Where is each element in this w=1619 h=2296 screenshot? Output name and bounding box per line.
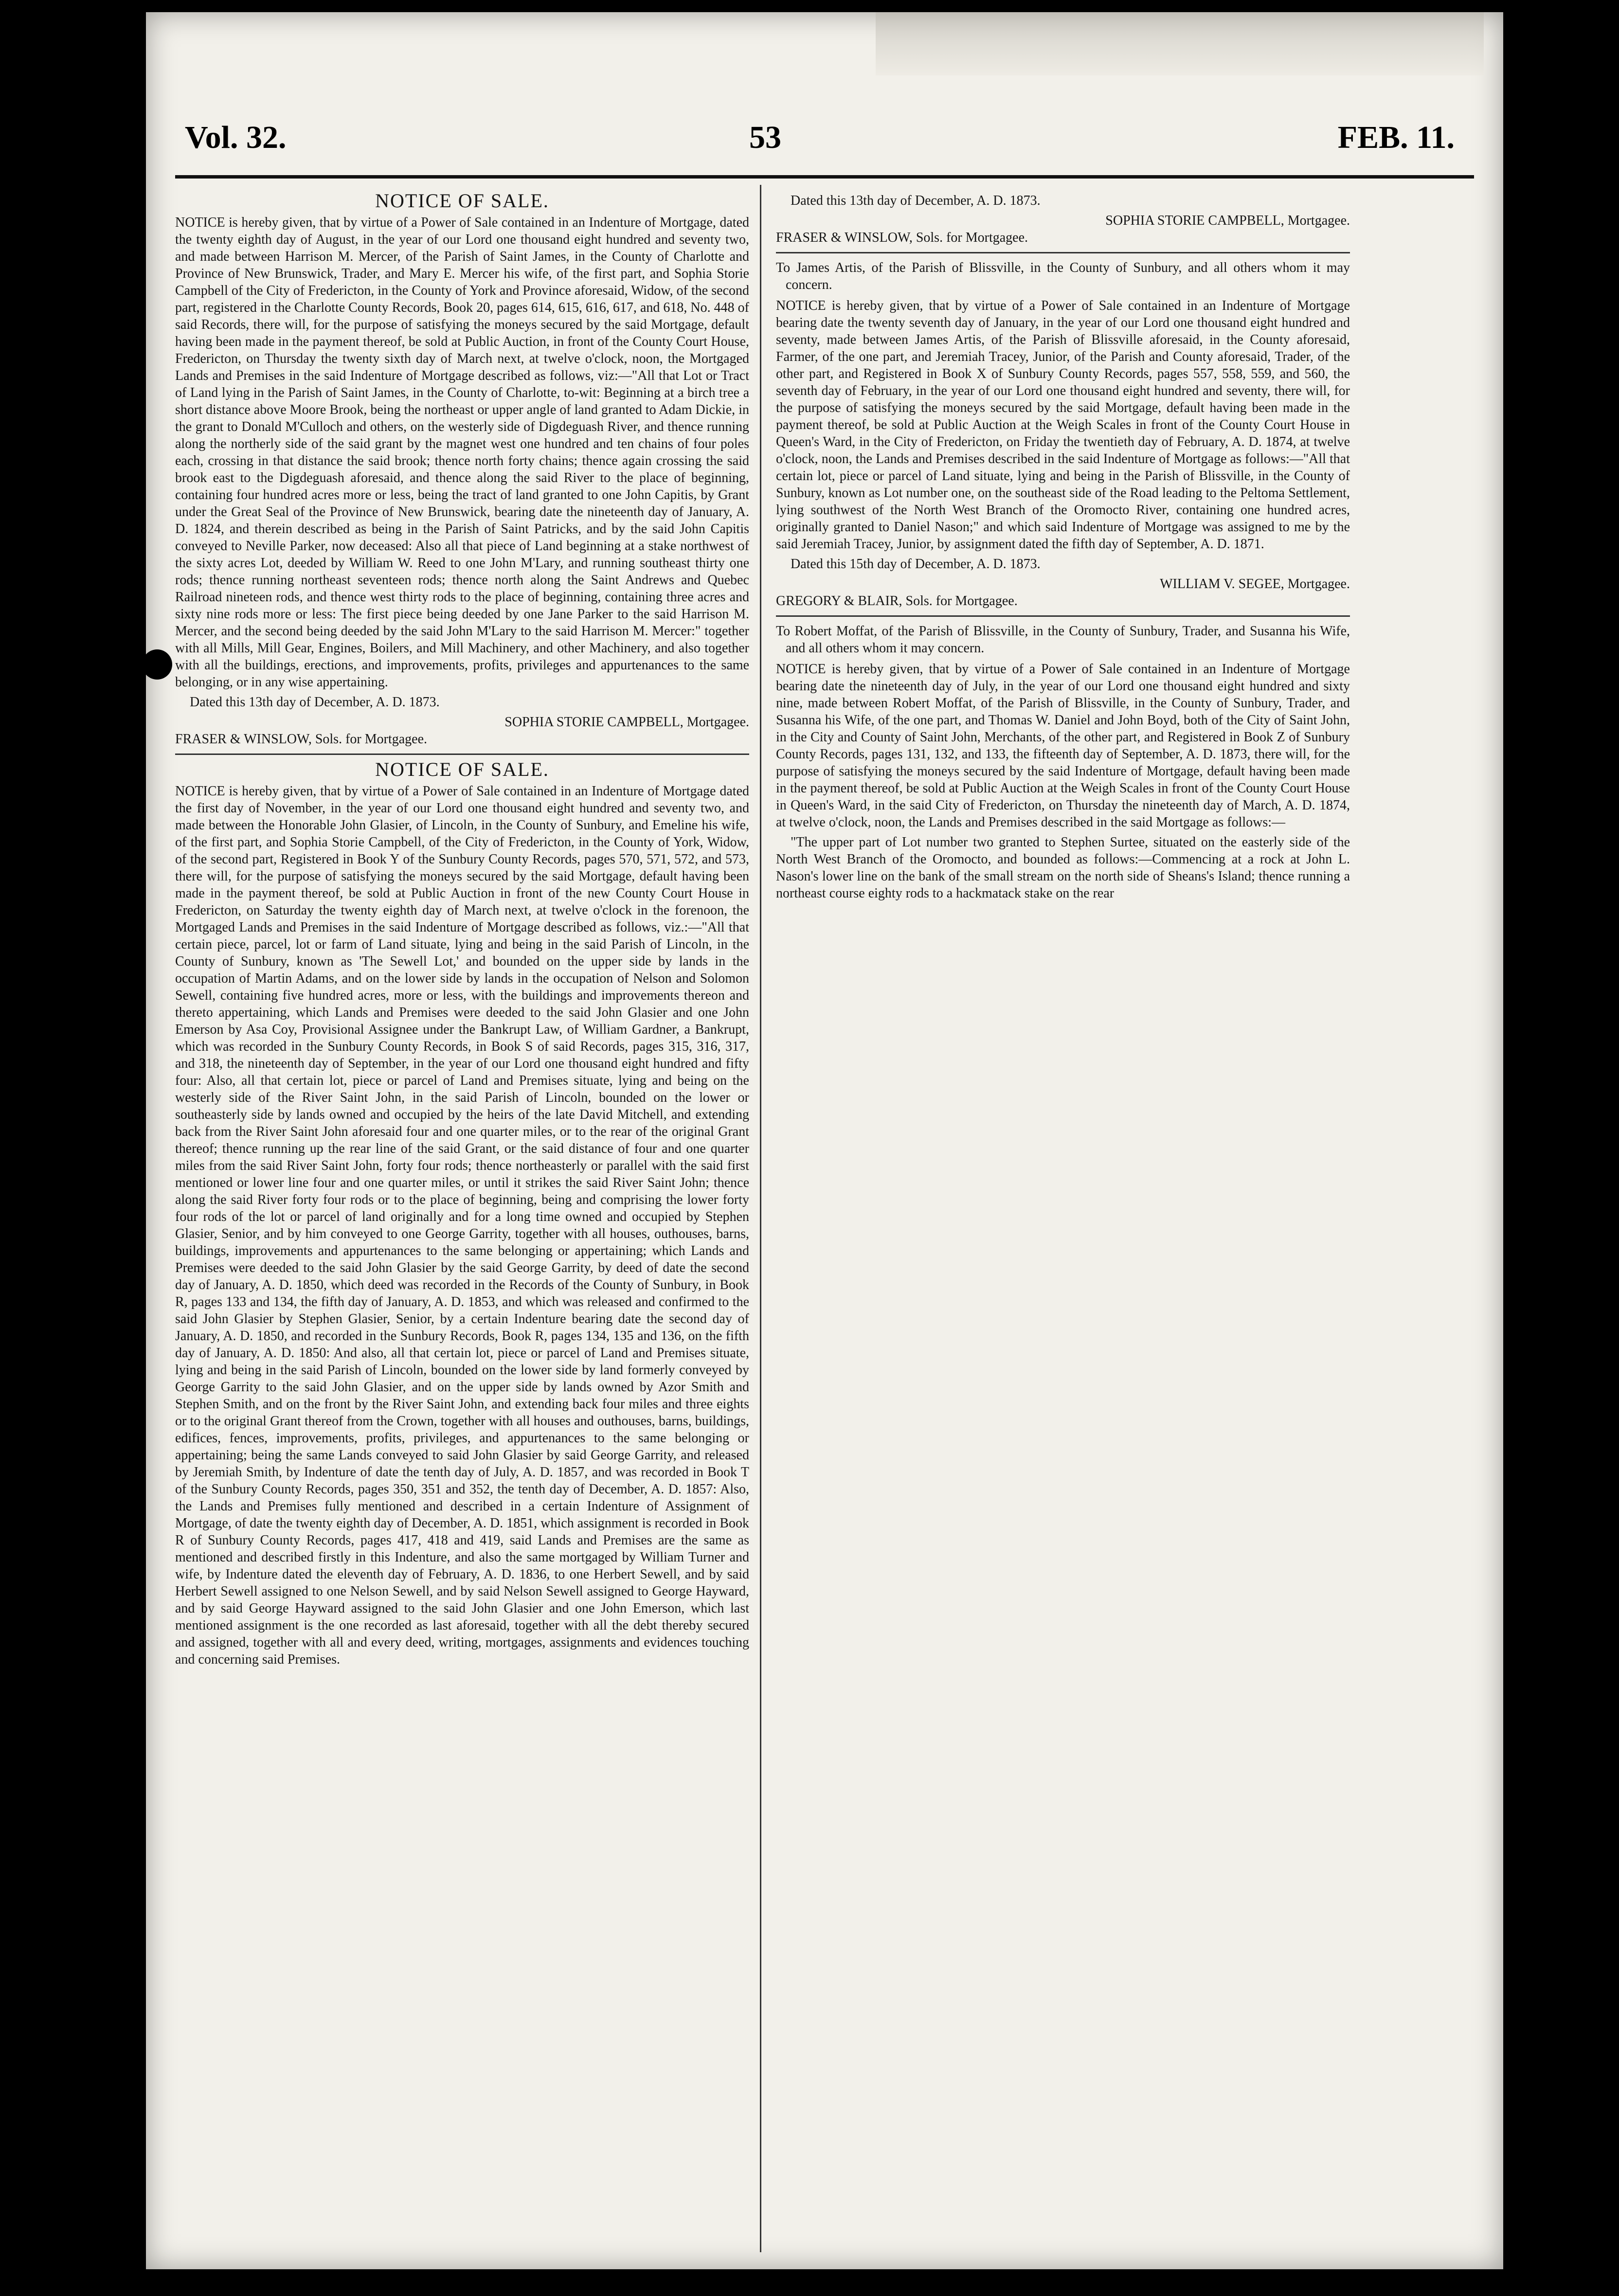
notice-2-dated: Dated this 13th day of December, A. D. 1873. (791, 193, 1041, 208)
newspaper-page (146, 12, 1503, 2269)
notice-of-sale-1 (175, 192, 749, 748)
notice-2-signer: SOPHIA STORIE CAMPBELL, Mortgagee. (1105, 213, 1350, 228)
notice-2-title: NOTICE OF SALE. (375, 758, 549, 780)
page-number: 53 (749, 120, 781, 155)
notice-3-dated: Dated this 15th day of December, A. D. 1873. (791, 556, 1041, 572)
notice-3-address: To James Artis, of the Parish of Blissville, in the County of Sunbury, and all others whom it may concern. (776, 260, 1350, 292)
notice-3-signer: WILLIAM V. SEGEE, Mortgagee. (1160, 576, 1350, 592)
notice-1-solicitors: FRASER & WINSLOW, Sols. for Mortgagee. (175, 732, 427, 747)
notice-of-sale-2 (175, 758, 749, 1668)
notice-2-body: NOTICE is hereby given, that by virtue of a Power of Sale contained in an Indenture of Mortgage dated the first day of November, in the year of our Lord one thousand eight hundred and seventy two, and made between the Honorable John Glasier, of Lincoln, in the County of Sunbury, and Emeline his wife, of the first part, and Sophia Storie Campbell, of the City of Fredericton, in the County of York, Widow, of the second part, Registered in Book Y of the Sunbury County Records, pages 570, 571, 572, and 573, there will, for the purpose of satisfying the moneys secured by the said Mortgage, default having been made in the payment thereof, be sold at Public Auction in front of the new County Court House in Fredericton, on Saturday the twenty eighth day of March next, at twelve o'clock in the forenoon, the Mortgaged Lands and Premises in the said Indenture of Mortgage described as follows, viz.:—"All that certain piece, parcel, lot or farm of Land situate, lying and being in the said Parish of Lincoln, in the County of Sunbury, known as 'The Sewell Lot,' and bounded on the upper side by lands in the occupation of Martin Adams, and on the lower side by lands in the occupation of Nelson and Solomon Sewell, containing five hundred acres, more or less, with the buildings and improvements thereon and thereto appertaining, which Lands and Premises were deeded to the said John Glasier and one John Emerson by Asa Coy, Provisional Assignee under the Bankrupt Law, of William Gardner, a Bankrupt, which was recorded in the Sunbury County Records, in Book S of said Records, pages 315, 316, 317, and 318, the nineteenth day of September, in the year of our Lord one thousand eight hundred and fifty four: Also, all that certain lot, piece or parcel of Land and Premises situate, lying and being on the westerly side of the River Saint John, in the said Parish of Lincoln, bounded on the lower or southeasterly side by lands owned and occupied by the heirs of the late David Mitchell, and extending back from the River Saint John aforesaid four and one quarter miles, or to the rear of the original Grant thereof; thence running up the rear line of the said Grant, or the said distance of four and one quarter miles from the said River Saint John, forty four rods; thence northeasterly or parallel with the said first mentioned or lower line four and one quarter miles, or until it strikes the said River Saint John; thence along the said River forty four rods or to the place of beginning, being and comprising the lower forty four rods of the lot or parcel of land originally and for a long time owned and occupied by Stephen Glasier, Senior, and by him conveyed to one George Garrity, together with all houses, outhouses, barns, buildings, improvements and appurtenances to the same belonging or appertaining; which Lands and Premises were deeded to the said John Glasier by the said George Garrity, by deed of date the second day of January, A. D. 1850, which deed was recorded in the Records of the County of Sunbury, in Book R, pages 133 and 134, the fifth day of January, A. D. 1853, and which was released and confirmed to the said John Glasier by Stephen Glasier, Senior, by a certain Indenture bearing date the second day of January, A. D. 1850, and recorded in the Sunbury Records, Book R, pages 134, 135 and 136, on the fifth day of January, A. D. 1850: And also, all that certain lot, piece or parcel of Land and Premises situate, lying and being in the said Parish of Lincoln, bounded on the lower side by land formerly conveyed by George Garrity to the said John Glasier, and on the upper side by lands owned by Azor Smith and Stephen Smith, and on the front by the River Saint John, and extending back four miles and three eights or to the original Grant thereof from the Crown, together with all houses and outhouses, barns, buildings, edifices, fences, improvements, profits, privileges, and appurtenances to the same belonging or appertaining; being the same Lands conveyed to said John Glasier by said George Garrity, and released by Jeremiah Smith, by Indenture of date the tenth day of July, A. D. 1857, and was recorded in Book T of the Sunbury County Records, pages 350, 351 and 352, the tenth day of December, A. D. 1857: Also, the Lands and Premises fully mentioned and described in a certain Indenture of Assignment of Mortgage, of date the twenty eighth day of December, A. D. 1851, which assignment is recorded in Book R of Sunbury County Records, pages 417, 418 and 419, said Lands and Premises are the same as mentioned and described firstly in this Indenture, and also the same mortgaged by William Turner and wife, by Indenture dated the eleventh day of February, A. D. 1836, to one Herbert Sewell, and by said Herbert Sewell assigned to one Nelson Sewell, and by said Nelson Sewell assigned to George Hayward, and by said George Hayward assigned to the said John Glasier and one John Emerson, which last mentioned assignment is the one recorded as last aforesaid, together with all the debt thereby secured and assigned, together with all and every deed, writing, mortgages, assignments and evidences touching and concerning said Premises. (175, 784, 749, 1667)
issue-date: FEB. 11. (1337, 120, 1455, 155)
notice-1-title: NOTICE OF SALE. (375, 192, 549, 212)
left-column (175, 192, 749, 2245)
punch-hole (146, 649, 172, 680)
notice-4-address: To Robert Moffat, of the Parish of Blissville, in the County of Sunbury, Trader, and Susanna his Wife, and all others whom it may concern. (776, 624, 1350, 656)
column-divider (760, 185, 761, 2252)
notice-3-body: NOTICE is hereby given, that by virtue of a Power of Sale contained in an Indenture of Mortgage bearing date the twenty seventh day of January, in the year of our Lord one thousand eight hundred and seventy, made between James Artis, of the Parish of Blissville aforesaid, in the County aforesaid, Farmer, of the one part, and Jeremiah Tracey, Junior, of the Parish and County aforesaid, Trader, of the other part, and Registered in Book X of Sunbury County Records, pages 557, 558, 559, and 560, the seventh day of February, in the year of our Lord one thousand eight hundred and seventy, there will, for the purpose of satisfying the moneys secured by the said Mortgage, default having been made in the payment thereof, be sold at Public Auction at the Weigh Scales in front of the County Court House in Queen's Ward, in the City of Fredericton, on Friday the twentieth day of February, A. D. 1874, at twelve o'clock, noon, the Lands and Premises described in the said Indenture of Mortgage as follows:—"All that certain lot, piece or parcel of Land situate, lying and being in the Parish of Blissville, in the County of Sunbury, known as Lot number one, on the southeast side of the Road leading to the Peltoma Settlement, lying southwest of the North West Branch of the Oromocto River, containing one hundred acres, originally granted to Daniel Nason;" and which said Indenture of Mortgage was assigned to me by the said Jeremiah Tracey, Junior, by assignment dated the fifth day of September, A. D. 1871. (776, 298, 1350, 552)
notice-1-signer: SOPHIA STORIE CAMPBELL, Mortgagee. (504, 715, 749, 730)
notice-4-body: NOTICE is hereby given, that by virtue of a Power of Sale contained in an Indenture of Mortgage bearing date the nineteenth day of July, in the year of our Lord one thousand eight hundred and sixty nine, made between Robert Moffat, of the Parish of Blissville, in the County of Sunbury, Trader, and Susanna his Wife, of the one part, and Thomas W. Daniel and John Boyd, both of the City of Saint John, in the City and County of Saint John, Merchants, of the other part, and Registered in Book Z of Sunbury County Records, pages 131, 132, and 133, the fifteenth day of September, A. D. 1873, there will, for the purpose of satisfying the moneys secured by the said Indenture of Mortgage, default having been made in the payment thereof, be sold at Public Auction at the Weigh Scales in front of the County Court House in Queen's Ward, in the said City of Fredericton, on Thursday the nineteenth day of March, A. D. 1874, at twelve o'clock, noon, the Lands and Premises described in the said Mortgage as follows:— (776, 662, 1350, 830)
notice-3-solicitors: GREGORY & BLAIR, Sols. for Mortgagee. (776, 593, 1018, 609)
notice-1-body: NOTICE is hereby given, that by virtue of a Power of Sale contained in an Indenture of Mortgage, dated the twenty eighth day of August, in the year of our Lord one thousand eight hundred and seventy two, and made between Harrison M. Mercer, of the Parish of Saint James, in the County of Charlotte and Province of New Brunswick, Trader, and Mary E. Mercer his wife, of the first part, and Sophia Storie Campbell of the City of Fredericton, in the County of York and Province aforesaid, Widow, of the second part, registered in the Charlotte County Records, Book 20, pages 614, 615, 616, 617, and 618, No. 448 of said Records, there will, for the purpose of satisfying the moneys secured by the said Mortgage, default having been made in the payment thereof, be sold at Public Auction, in front of the County Court House, Fredericton, on Thursday the twenty sixth day of March next, at twelve o'clock, noon, the Mortgaged Lands and Premises in the said Indenture of Mortgage described as follows, viz:—"All that Lot or Tract of Land lying in the Parish of Saint James, in the County of Charlotte, to-wit: Beginning at a birch tree a short distance above Moore Brook, being the northeast or upper angle of land granted to Adam Dickie, in the grant to Donald M'Culloch and others, on the westerly side of Digdeguash River, and thence running along the northerly side of the said grant by the magnet west one hundred and ten chains of four poles each, crossing in that distance the said brook; thence north forty chains; thence again crossing the said brook east to the Digdeguash aforesaid, and thence along the said River to the place of beginning, containing four hundred acres more or less, being the tract of land granted to one John Capitis, by Grant under the Great Seal of the Province of New Brunswick, bearing date the nineteenth day of January, A. D. 1824, and therein described as being in the Parish of Saint Patricks, and by the said John Capitis conveyed to Neville Parker, now deceased: Also all that piece of Land beginning at a stake northwest of the sixty acres Lot, deeded by William W. Reed to one John M'Lary, and running southeast thirty one rods; thence running northeast seventeen rods; thence north along the Saint Andrews and Quebec Railroad nineteen rods, and thence west thirty rods to the place of beginning, containing three acres and sixty nine rods more or less: The first piece being deeded by one Jane Parker to the said Harrison M. Mercer, and the second being deeded by the said John M'Lary to the said Harrison M. Mercer:" together with all Mills, Mill Gear, Engines, Boilers, and Mill Machinery, and other Machinery, and also together with all the buildings, erections, and improvements, profits, privileges and appurtenances to the same belonging, or in any wise appertaining. (175, 215, 749, 690)
volume-label: Vol. 32. (185, 120, 287, 155)
page-scuff (876, 12, 1484, 75)
notice-2-solicitors: FRASER & WINSLOW, Sols. for Mortgagee. (776, 230, 1028, 245)
notice-1-dated: Dated this 13th day of December, A. D. 1873. (190, 695, 440, 710)
page-header (185, 119, 1464, 163)
header-rule (175, 175, 1474, 179)
notice-separator (776, 252, 1350, 253)
right-column (776, 192, 1350, 2245)
notice-separator (776, 615, 1350, 617)
notice-separator (175, 753, 749, 755)
notice-4-body-continued: "The upper part of Lot number two granted to Stephen Surtee, situated on the easterly side of the North West Branch of the Oromocto, and bounded as follows:—Commencing at a rock at John L. Nason's lower line on the bank of the small stream on the north side of Sheans's Island; thence running a northeast course eighty rods to a hackmatack stake on the rear (776, 835, 1350, 901)
